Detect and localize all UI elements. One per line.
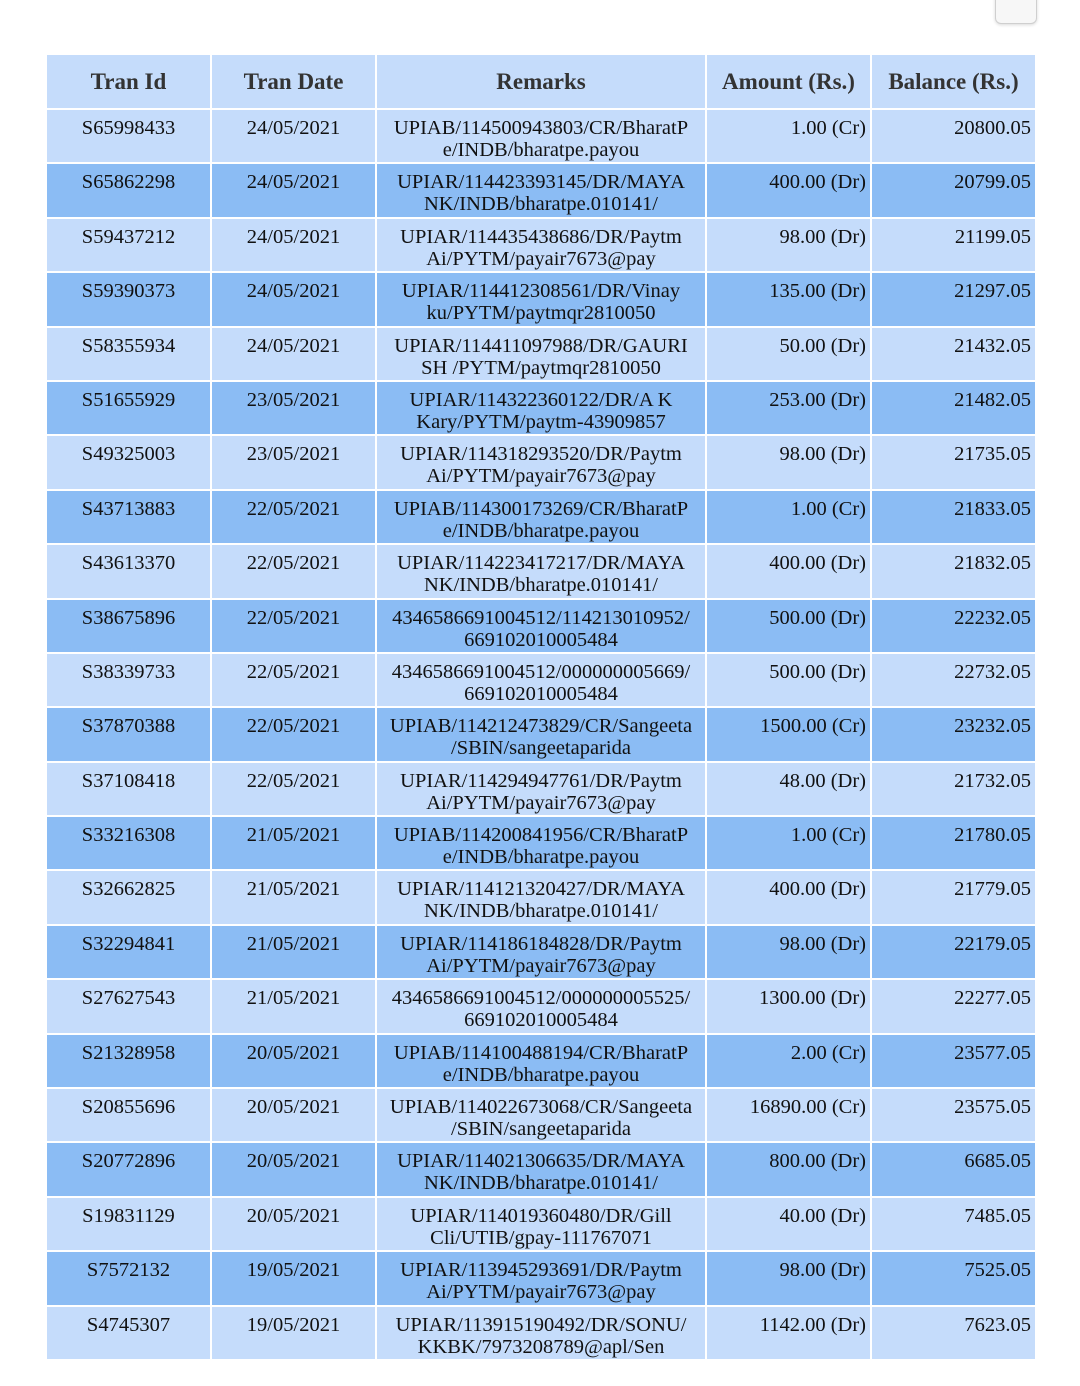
table-row xyxy=(46,327,1036,381)
remarks-line: UPIAR/114021306635/DR/MAYA xyxy=(397,1150,685,1173)
tran-date-cell: 22/05/2021 xyxy=(211,707,376,761)
tran-id-cell: S49325003 xyxy=(46,435,211,489)
remarks-cell xyxy=(376,599,706,653)
remarks-cell xyxy=(376,870,706,924)
header-amount: Amount (Rs.) xyxy=(706,54,871,109)
remarks-cell xyxy=(376,1251,706,1305)
table-row xyxy=(46,707,1036,761)
balance-cell: 21732.05 xyxy=(871,762,1036,816)
tran-id-cell: S65862298 xyxy=(46,163,211,217)
table-row xyxy=(46,109,1036,163)
remarks-line: ku/PYTM/paytmqr2810050 xyxy=(426,302,656,325)
amount-cell: 40.00 (Dr) xyxy=(706,1197,871,1251)
amount-cell: 98.00 (Dr) xyxy=(706,1251,871,1305)
balance-cell: 21199.05 xyxy=(871,218,1036,272)
remarks-line: UPIAB/114300173269/CR/BharatP xyxy=(393,497,689,520)
balance-cell: 21735.05 xyxy=(871,435,1036,489)
tran-id-cell: S38339733 xyxy=(46,653,211,707)
amount-cell: 253.00 (Dr) xyxy=(706,381,871,435)
tran-id-cell: S37870388 xyxy=(46,707,211,761)
remarks-cell xyxy=(376,653,706,707)
tran-date-cell: 19/05/2021 xyxy=(211,1306,376,1360)
remarks-line: Ai/PYTM/payair7673@pay xyxy=(426,1281,656,1304)
balance-cell: 7623.05 xyxy=(871,1306,1036,1360)
remarks-cell xyxy=(376,272,706,326)
remarks-line: UPIAR/114435438686/DR/Paytm xyxy=(400,225,682,248)
balance-cell: 21832.05 xyxy=(871,544,1036,598)
remarks-cell xyxy=(376,109,706,163)
remarks-line: 669102010005484 xyxy=(464,628,618,651)
table-row xyxy=(46,1197,1036,1251)
remarks-cell xyxy=(376,490,706,544)
remarks-line: Ai/PYTM/payair7673@pay xyxy=(426,954,656,977)
tran-id-cell: S27627543 xyxy=(46,979,211,1033)
table-row xyxy=(46,762,1036,816)
tran-date-cell: 22/05/2021 xyxy=(211,599,376,653)
tran-date-cell: 20/05/2021 xyxy=(211,1142,376,1196)
remarks-line: NK/INDB/bharatpe.010141/ xyxy=(424,900,658,923)
balance-cell: 23232.05 xyxy=(871,707,1036,761)
remarks-line: e/INDB/bharatpe.payou xyxy=(442,1063,640,1086)
balance-cell: 20799.05 xyxy=(871,163,1036,217)
tran-id-cell: S32662825 xyxy=(46,870,211,924)
table-row xyxy=(46,163,1036,217)
tran-date-cell: 20/05/2021 xyxy=(211,1197,376,1251)
tran-date-cell: 21/05/2021 xyxy=(211,870,376,924)
remarks-line: Cli/UTIB/gpay-111767071 xyxy=(430,1226,652,1249)
remarks-cell xyxy=(376,218,706,272)
remarks-line: UPIAR/114423393145/DR/MAYA xyxy=(397,171,685,194)
remarks-line: UPIAR/113915190492/DR/SONU/ xyxy=(395,1313,687,1336)
amount-cell: 1142.00 (Dr) xyxy=(706,1306,871,1360)
tran-id-cell: S59437212 xyxy=(46,218,211,272)
amount-cell: 135.00 (Dr) xyxy=(706,272,871,326)
tran-date-cell: 22/05/2021 xyxy=(211,544,376,598)
tran-id-cell: S43713883 xyxy=(46,490,211,544)
tran-id-cell: S32294841 xyxy=(46,925,211,979)
table-row xyxy=(46,979,1036,1033)
remarks-cell xyxy=(376,544,706,598)
remarks-cell xyxy=(376,1197,706,1251)
table-row xyxy=(46,1251,1036,1305)
tran-date-cell: 22/05/2021 xyxy=(211,490,376,544)
remarks-line: KKBK/7973208789@apl/Sen xyxy=(417,1335,665,1358)
remarks-line: UPIAR/114412308561/DR/Vinay xyxy=(401,280,681,303)
table-row xyxy=(46,381,1036,435)
tran-id-cell: S4745307 xyxy=(46,1306,211,1360)
table-row xyxy=(46,435,1036,489)
transaction-table xyxy=(45,53,1037,1361)
tran-date-cell: 19/05/2021 xyxy=(211,1251,376,1305)
remarks-line: 4346586691004512/114213010952/ xyxy=(392,606,690,629)
remarks-cell xyxy=(376,1142,706,1196)
amount-cell: 2.00 (Cr) xyxy=(706,1034,871,1088)
amount-cell: 500.00 (Dr) xyxy=(706,653,871,707)
remarks-line: e/INDB/bharatpe.payou xyxy=(442,139,640,161)
remarks-line: Ai/PYTM/payair7673@pay xyxy=(426,247,656,270)
remarks-line: UPIAB/114022673068/CR/Sangeeta xyxy=(389,1096,693,1119)
remarks-line: 4346586691004512/000000005525/ xyxy=(391,987,691,1010)
balance-cell: 21833.05 xyxy=(871,490,1036,544)
tran-id-cell: S51655929 xyxy=(46,381,211,435)
tran-date-cell: 21/05/2021 xyxy=(211,925,376,979)
amount-cell: 98.00 (Dr) xyxy=(706,218,871,272)
remarks-line: /SBIN/sangeetaparida xyxy=(451,737,631,760)
balance-cell: 21780.05 xyxy=(871,816,1036,870)
remarks-line: Kary/PYTM/paytm-43909857 xyxy=(416,410,666,433)
remarks-line: NK/INDB/bharatpe.010141/ xyxy=(424,1172,658,1195)
tran-id-cell: S43613370 xyxy=(46,544,211,598)
balance-cell: 23577.05 xyxy=(871,1034,1036,1088)
table-row xyxy=(46,599,1036,653)
balance-cell: 21297.05 xyxy=(871,272,1036,326)
tran-date-cell: 23/05/2021 xyxy=(211,435,376,489)
remarks-line: UPIAR/114186184828/DR/Paytm xyxy=(400,932,682,955)
remarks-cell xyxy=(376,707,706,761)
tran-id-cell: S20772896 xyxy=(46,1142,211,1196)
balance-cell: 22232.05 xyxy=(871,599,1036,653)
table-row xyxy=(46,1306,1036,1360)
amount-cell: 50.00 (Dr) xyxy=(706,327,871,381)
remarks-cell xyxy=(376,1034,706,1088)
tran-date-cell: 20/05/2021 xyxy=(211,1034,376,1088)
tran-date-cell: 23/05/2021 xyxy=(211,381,376,435)
remarks-cell xyxy=(376,435,706,489)
tran-date-cell: 24/05/2021 xyxy=(211,218,376,272)
tran-date-cell: 24/05/2021 xyxy=(211,109,376,163)
table-row xyxy=(46,653,1036,707)
remarks-line: UPIAB/114100488194/CR/BharatP xyxy=(393,1041,689,1064)
remarks-cell xyxy=(376,163,706,217)
remarks-line: UPIAR/114019360480/DR/Gill xyxy=(410,1204,672,1227)
remarks-line: UPIAR/114322360122/DR/A K xyxy=(409,388,673,411)
tran-id-cell: S7572132 xyxy=(46,1251,211,1305)
remarks-cell xyxy=(376,816,706,870)
remarks-line: NK/INDB/bharatpe.010141/ xyxy=(424,574,658,597)
header-remarks: Remarks xyxy=(376,54,706,109)
amount-cell: 1.00 (Cr) xyxy=(706,816,871,870)
remarks-line: UPIAR/114411097988/DR/GAURI xyxy=(394,334,688,357)
remarks-line: UPIAR/114294947761/DR/Paytm xyxy=(400,769,682,792)
tran-date-cell: 24/05/2021 xyxy=(211,272,376,326)
balance-cell: 21482.05 xyxy=(871,381,1036,435)
remarks-line: 669102010005484 xyxy=(464,1009,618,1032)
header-tran-date: Tran Date xyxy=(211,54,376,109)
amount-cell: 400.00 (Dr) xyxy=(706,544,871,598)
balance-cell: 7525.05 xyxy=(871,1251,1036,1305)
tran-id-cell: S33216308 xyxy=(46,816,211,870)
remarks-line: e/INDB/bharatpe.payou xyxy=(442,846,640,869)
amount-cell: 400.00 (Dr) xyxy=(706,163,871,217)
remarks-cell xyxy=(376,979,706,1033)
amount-cell: 16890.00 (Cr) xyxy=(706,1088,871,1142)
tran-id-cell: S38675896 xyxy=(46,599,211,653)
corner-button[interactable] xyxy=(995,0,1037,24)
amount-cell: 800.00 (Dr) xyxy=(706,1142,871,1196)
remarks-line: UPIAR/114318293520/DR/Paytm xyxy=(400,443,682,466)
remarks-cell xyxy=(376,762,706,816)
remarks-cell xyxy=(376,381,706,435)
tran-id-cell: S65998433 xyxy=(46,109,211,163)
header-row xyxy=(46,54,1036,109)
balance-cell: 21779.05 xyxy=(871,870,1036,924)
table-row xyxy=(46,1088,1036,1142)
amount-cell: 1500.00 (Cr) xyxy=(706,707,871,761)
tran-date-cell: 22/05/2021 xyxy=(211,653,376,707)
table-row xyxy=(46,272,1036,326)
amount-cell: 48.00 (Dr) xyxy=(706,762,871,816)
balance-cell: 7485.05 xyxy=(871,1197,1036,1251)
table-row xyxy=(46,544,1036,598)
amount-cell: 1.00 (Cr) xyxy=(706,109,871,163)
remarks-cell xyxy=(376,925,706,979)
remarks-line: UPIAR/114121320427/DR/MAYA xyxy=(397,878,685,901)
table-row xyxy=(46,816,1036,870)
remarks-line: SH /PYTM/paytmqr2810050 xyxy=(421,356,661,379)
balance-cell: 22179.05 xyxy=(871,925,1036,979)
tran-id-cell: S21328958 xyxy=(46,1034,211,1088)
tran-id-cell: S19831129 xyxy=(46,1197,211,1251)
remarks-line: Ai/PYTM/payair7673@pay xyxy=(426,791,656,814)
remarks-line: UPIAR/113945293691/DR/Paytm xyxy=(400,1259,682,1282)
remarks-line: /SBIN/sangeetaparida xyxy=(451,1118,631,1141)
remarks-cell xyxy=(376,1088,706,1142)
table-row xyxy=(46,490,1036,544)
remarks-line: 4346586691004512/000000005669/ xyxy=(391,660,691,683)
amount-cell: 400.00 (Dr) xyxy=(706,870,871,924)
table-row xyxy=(46,218,1036,272)
header-balance: Balance (Rs.) xyxy=(871,54,1036,109)
tran-id-cell: S59390373 xyxy=(46,272,211,326)
remarks-line: UPIAB/114200841956/CR/BharatP xyxy=(393,824,689,847)
amount-cell: 500.00 (Dr) xyxy=(706,599,871,653)
balance-cell: 6685.05 xyxy=(871,1142,1036,1196)
tran-date-cell: 21/05/2021 xyxy=(211,979,376,1033)
tran-date-cell: 21/05/2021 xyxy=(211,816,376,870)
balance-cell: 22277.05 xyxy=(871,979,1036,1033)
tran-date-cell: 24/05/2021 xyxy=(211,163,376,217)
amount-cell: 1300.00 (Dr) xyxy=(706,979,871,1033)
remarks-line: NK/INDB/bharatpe.010141/ xyxy=(424,193,658,216)
table-row xyxy=(46,1142,1036,1196)
tran-id-cell: S37108418 xyxy=(46,762,211,816)
amount-cell: 1.00 (Cr) xyxy=(706,490,871,544)
table-row xyxy=(46,1034,1036,1088)
balance-cell: 23575.05 xyxy=(871,1088,1036,1142)
remarks-cell xyxy=(376,327,706,381)
balance-cell: 22732.05 xyxy=(871,653,1036,707)
tran-date-cell: 20/05/2021 xyxy=(211,1088,376,1142)
tran-date-cell: 22/05/2021 xyxy=(211,762,376,816)
remarks-cell xyxy=(376,1306,706,1360)
amount-cell: 98.00 (Dr) xyxy=(706,435,871,489)
table-row xyxy=(46,870,1036,924)
remarks-line: UPIAB/114212473829/CR/Sangeeta xyxy=(389,715,693,738)
remarks-line: UPIAB/114500943803/CR/BharatP xyxy=(393,117,689,139)
header-tran-id: Tran Id xyxy=(46,54,211,109)
balance-cell: 20800.05 xyxy=(871,109,1036,163)
balance-cell: 21432.05 xyxy=(871,327,1036,381)
amount-cell: 98.00 (Dr) xyxy=(706,925,871,979)
remarks-line: Ai/PYTM/payair7673@pay xyxy=(426,465,656,488)
table-row xyxy=(46,925,1036,979)
tran-id-cell: S20855696 xyxy=(46,1088,211,1142)
remarks-line: e/INDB/bharatpe.payou xyxy=(442,519,640,542)
tran-date-cell: 24/05/2021 xyxy=(211,327,376,381)
remarks-line: 669102010005484 xyxy=(464,682,618,705)
tran-id-cell: S58355934 xyxy=(46,327,211,381)
remarks-line: UPIAR/114223417217/DR/MAYA xyxy=(397,552,685,575)
